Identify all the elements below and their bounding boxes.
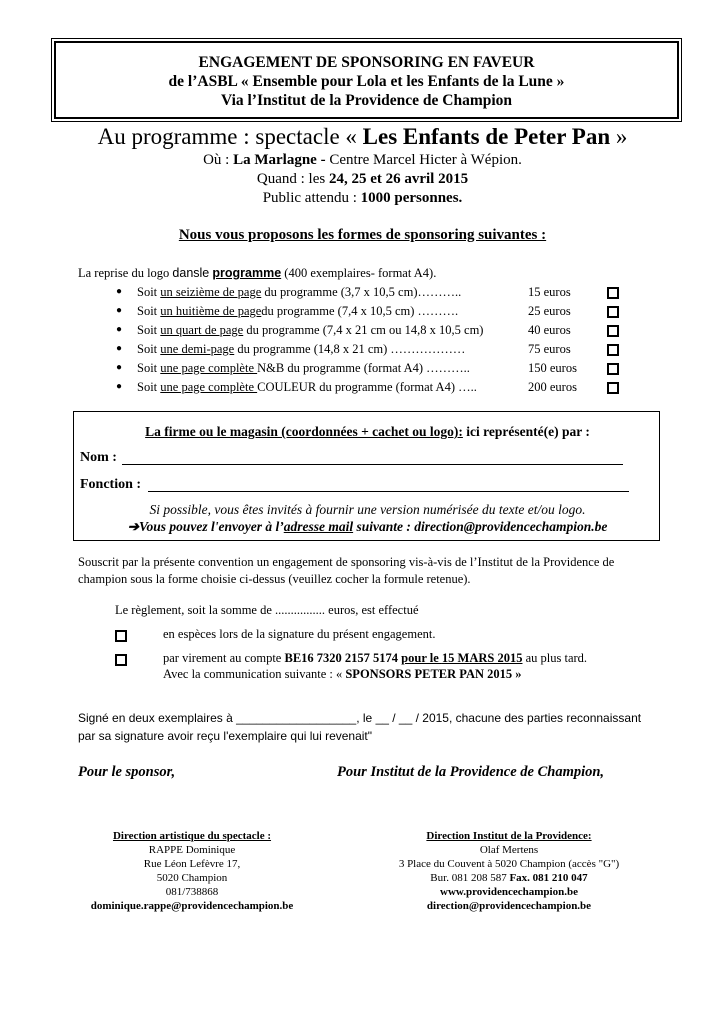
header-line-1: ENGAGEMENT DE SPONSORING EN FAVEUR	[198, 54, 535, 71]
option-price: 25 euros	[528, 304, 571, 318]
header-line-2: de l’ASBL « Ensemble pour Lola et les Enfants de la Lune »	[168, 73, 565, 90]
contact-institute: Direction Institut de la Providence: Olaf Mertens 3 Place du Couvent à 5020 Champion (accès "G") Bur. 081 208 587 Fax. 081 210 047 www.providencechampion.be direction@providencechampion.be	[379, 829, 639, 913]
option-price: 200 euros	[528, 380, 577, 394]
function-field[interactable]	[148, 491, 629, 492]
option-checkbox[interactable]	[607, 325, 619, 337]
header-line-3: Via l’Institut de la Providence de Champion	[220, 92, 513, 109]
transfer-option: par virement au compte BE16 7320 2157 5174 pour le 15 MARS 2015 au plus tard.	[163, 651, 588, 665]
bullet-icon: ●	[116, 381, 123, 392]
sponsoring-option: ● Soit une demi-page du programme (14,8 x 21 cm) ……………… 75 euros	[116, 340, 636, 358]
sponsoring-option: ● Soit une page complète COULEUR du programme (format A4) ….. 200 euros	[116, 378, 636, 396]
sponsoring-option: ● Soit un quart de page du programme (7,4 x 21 cm ou 14,8 x 10,5 cm) 40 euros	[116, 321, 636, 339]
sponsoring-option: ● Soit un seizième de page du programme (3,7 x 10,5 cm)……….. 15 euros	[116, 283, 636, 301]
arrow-icon: ➔	[127, 519, 139, 534]
bullet-icon: ●	[116, 324, 123, 335]
option-price: 40 euros	[528, 323, 571, 337]
firm-box	[73, 411, 660, 541]
sponsoring-heading: Nous vous proposons les formes de sponsoring suivantes :	[178, 227, 547, 243]
audience-line: Public attendu : 1000 personnes.	[262, 190, 463, 206]
option-price: 75 euros	[528, 342, 571, 356]
bullet-icon: ●	[116, 343, 123, 354]
sponsoring-option: ● Soit un huitième de pagedu programme (7,4 x 10,5 cm) ………. 25 euros	[116, 302, 636, 320]
program-title: Au programme : spectacle « Les Enfants de Peter Pan »	[97, 124, 628, 149]
convention-text: Souscrit par la présente convention un engagement de sponsoring vis-à-vis de l’Institut de la Providence de champion sous la forme choisie ci-dessus (veuillez cocher la formule retenue).	[78, 555, 615, 586]
institute-website: www.providencechampion.be	[440, 886, 578, 898]
signature-text: Signé en deux exemplaires à __________________, le __ / __ / 2015, chacune des parties reconnaissant par sa signature avoir reçu l'exemplaire qui lui revenait"	[78, 711, 642, 743]
name-label: Nom :	[80, 450, 117, 465]
option-price: 15 euros	[528, 285, 571, 299]
option-price: 150 euros	[528, 361, 577, 375]
institute-email: direction@providencechampion.be	[426, 900, 592, 912]
firm-note-2: ➔Vous pouvez l'envoyer à l’adresse mail suivante : direction@providencechampion.be	[127, 519, 608, 534]
option-checkbox[interactable]	[607, 344, 619, 356]
option-checkbox[interactable]	[607, 363, 619, 375]
sponsoring-option: ● Soit une page complète N&B du programme (format A4) ……….. 150 euros	[116, 359, 636, 377]
sponsor-signature-label: Pour le sponsor,	[78, 764, 176, 780]
institute-signature-label: Pour Institut de la Providence de Champion,	[337, 764, 605, 780]
logo-intro: La reprise du logo dansle programme (400 exemplaires- format A4).	[78, 266, 437, 280]
cash-option: en espèces lors de la signature du présent engagement.	[163, 627, 436, 641]
function-label: Fonction :	[80, 477, 142, 492]
firm-note-1: Si possible, vous êtes invités à fournir une version numérisée du texte et/ou logo.	[149, 502, 586, 517]
transfer-checkbox[interactable]	[115, 654, 127, 666]
when-line: Quand : les 24, 25 et 26 avril 2015	[256, 171, 469, 187]
cash-checkbox[interactable]	[115, 630, 127, 642]
artistic-email: dominique.rappe@providencechampion.be	[90, 900, 294, 912]
communication-line: Avec la communication suivante : « SPONSORS PETER PAN 2015 »	[163, 667, 522, 681]
payment-intro: Le règlement, soit la somme de ................ euros, est effectué	[115, 603, 419, 617]
account-number: BE16 7320 2157 5174	[284, 651, 399, 665]
contact-artistic: Direction artistique du spectacle : RAPPE Dominique Rue Léon Lefèvre 17, 5020 Champion 081/738868 dominique.rappe@providencechampion.be	[62, 829, 322, 913]
where-line: Où : La Marlagne - Centre Marcel Hicter à Wépion.	[203, 152, 522, 168]
bullet-icon: ●	[116, 286, 123, 297]
name-field[interactable]	[122, 464, 623, 465]
option-checkbox[interactable]	[607, 306, 619, 318]
firm-title: La firme ou le magasin (coordonnées + cachet ou logo): ici représenté(e) par :	[145, 424, 590, 439]
show-name: Les Enfants de Peter Pan	[362, 124, 611, 149]
bullet-icon: ●	[116, 362, 123, 373]
bullet-icon: ●	[116, 305, 123, 316]
option-checkbox[interactable]	[607, 287, 619, 299]
option-checkbox[interactable]	[607, 382, 619, 394]
header-box	[54, 41, 679, 119]
